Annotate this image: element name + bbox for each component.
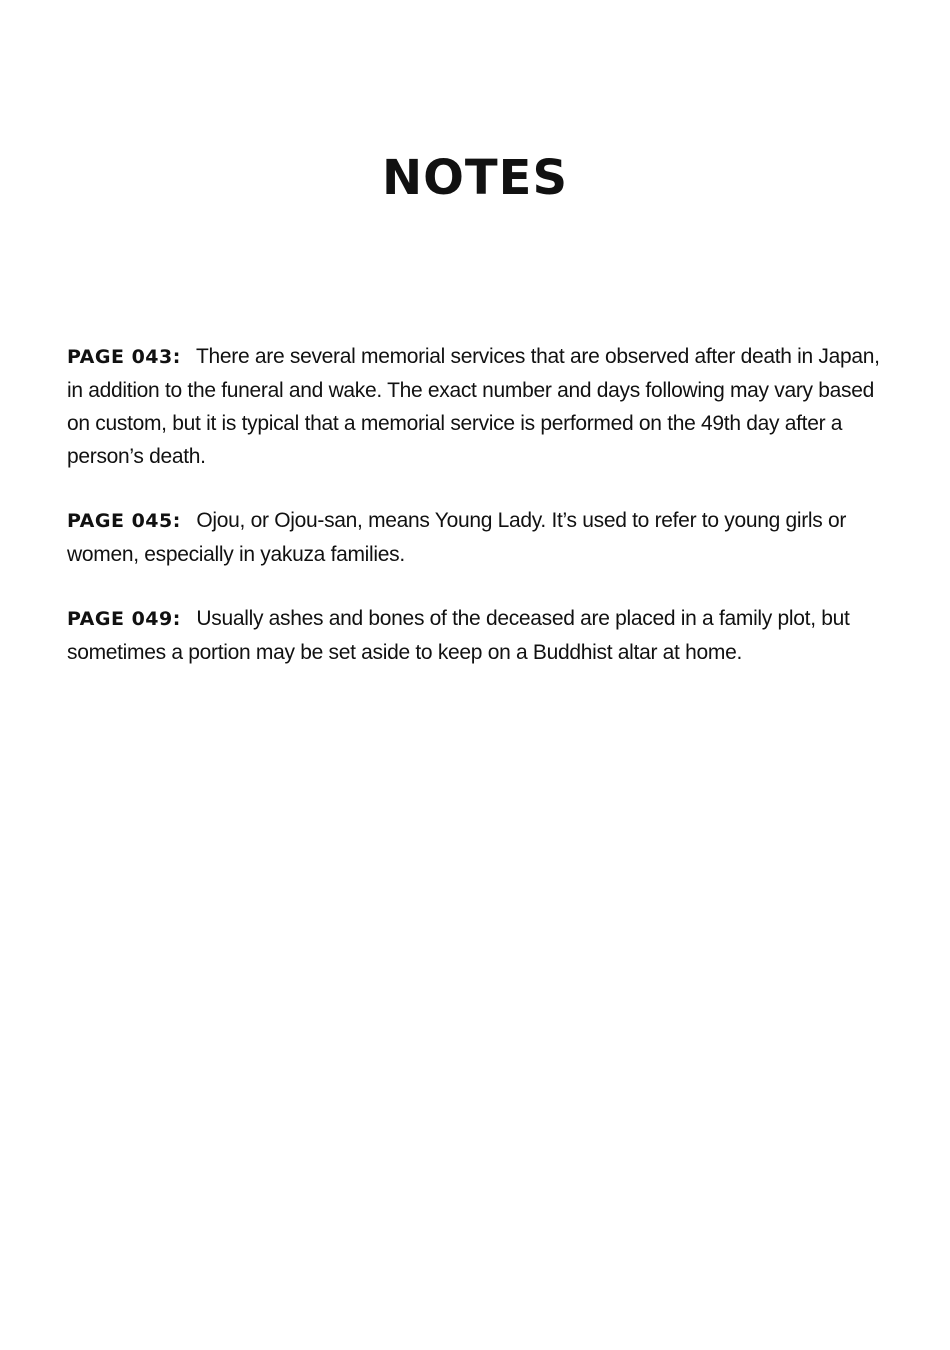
page-title: NOTES (381, 150, 569, 206)
note-text: Usually ashes and bones of the deceased are placed in a family plot, but sometimes a portion may be set aside to keep on a Buddhist altar at home. (67, 607, 850, 664)
note-page-label: PAGE 049: (67, 608, 181, 630)
note-item (67, 504, 892, 571)
note-page-label: PAGE 045: (67, 510, 181, 532)
note-text: There are several memorial services that are observed after death in Japan, in addition to the funeral and wake. The exact number and days following may vary based on custom, but it is typical that a memorial service is performed on the 49th day after a person’s death. (67, 345, 880, 468)
note-item (67, 340, 892, 473)
notes-list (67, 340, 892, 700)
note-text: Ojou, or Ojou-san, means Young Lady. It’s used to refer to young girls or women, especially in yakuza families. (67, 509, 847, 566)
note-item (67, 602, 892, 669)
note-page-label: PAGE 043: (67, 346, 181, 368)
